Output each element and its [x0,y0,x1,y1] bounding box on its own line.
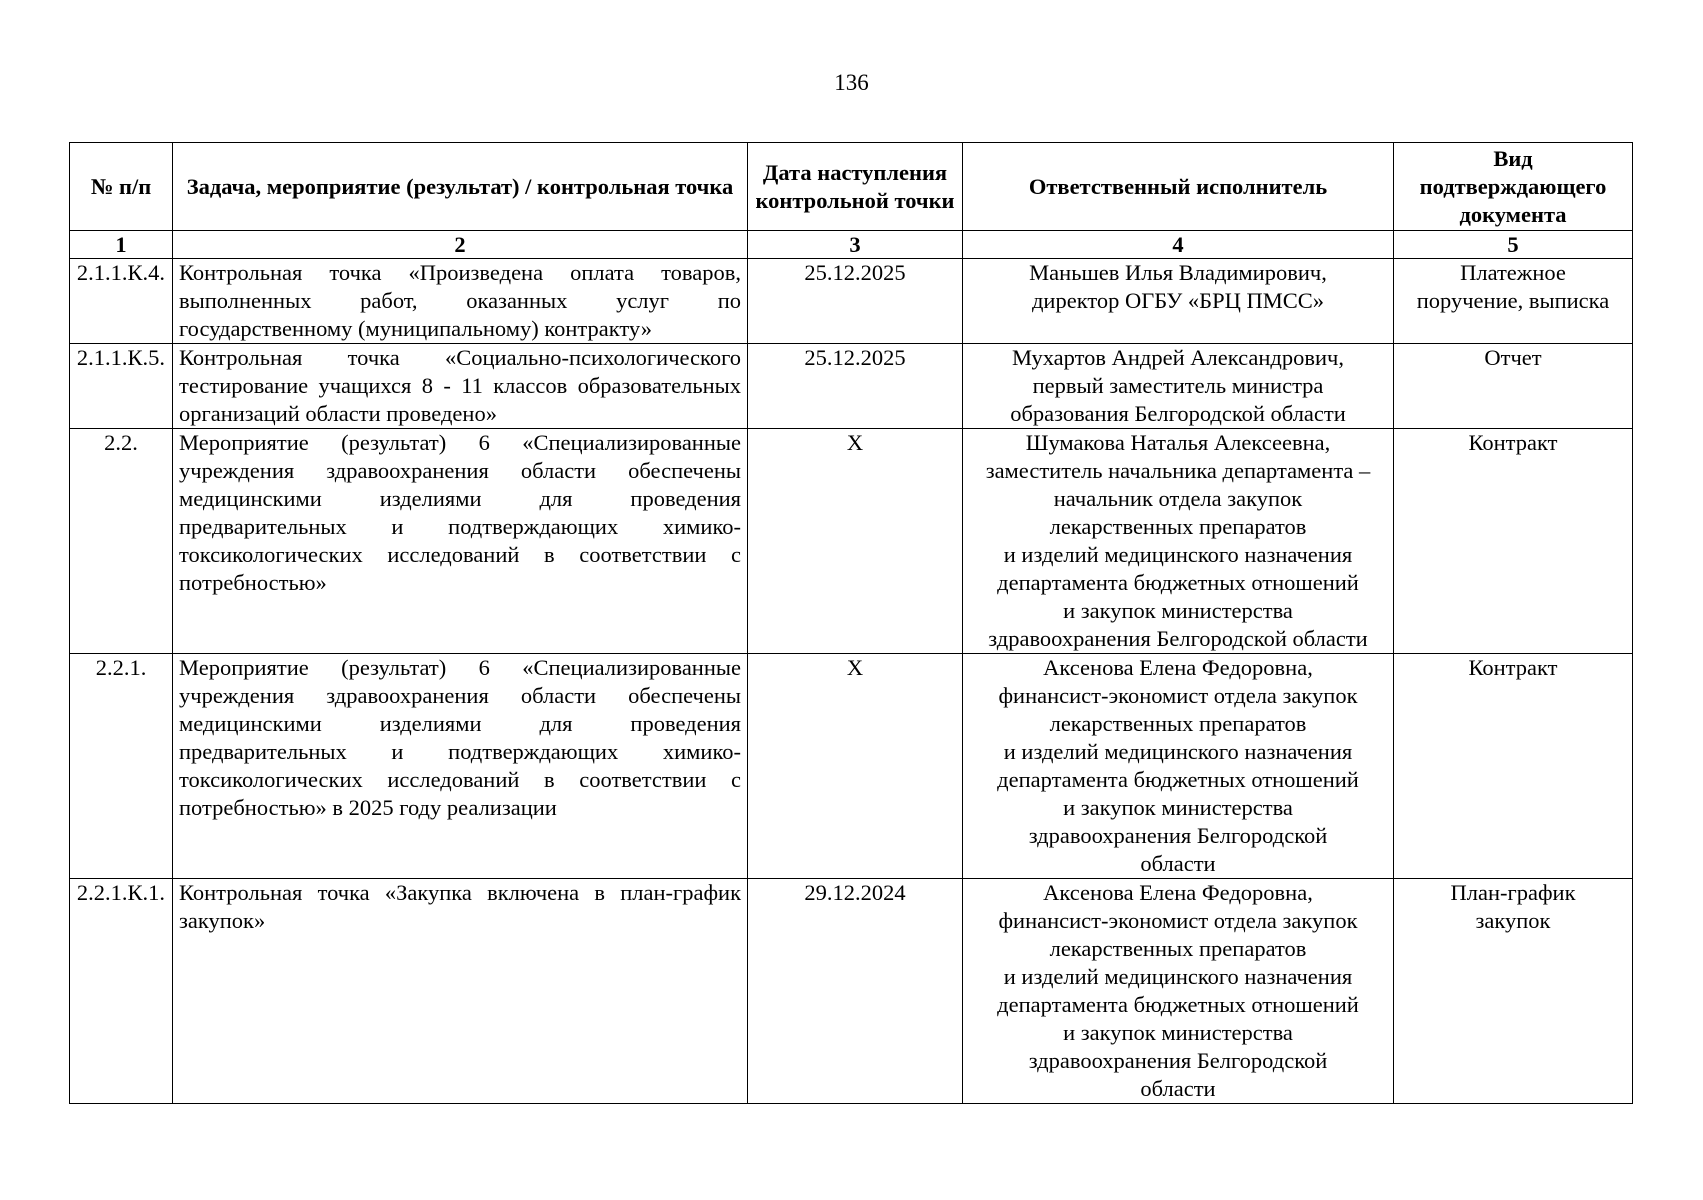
row-document: Контракт [1394,429,1633,654]
column-number-row [70,231,1633,259]
control-points-table [69,142,1633,1104]
column-number: 4 [963,231,1394,259]
row-responsible: Шумакова Наталья Алексеевна, заместитель начальника департамента – начальник отдела закупок лекарственных препаратов и изделий медицинского назначения департамента бюджетных отношений и закупок министерства здравоохранения Белгородской области [963,429,1394,654]
page-number: 136 [834,70,869,95]
header-num: № п/п [70,143,173,231]
row-date: 29.12.2024 [748,879,963,1104]
row-number: 2.1.1.К.4. [70,259,173,344]
row-task: Мероприятие (результат) 6 «Специализированные учреждения здравоохранения области обеспечены медицинскими изделиями для проведения предварительных и подтверждающих химико-токсикологических исследований в соответствии с потребностью» [173,429,748,654]
row-responsible: Мухартов Андрей Александрович, первый заместитель министра образования Белгородской области [963,344,1394,429]
row-number: 2.2.1.К.1. [70,879,173,1104]
row-task: Контрольная точка «Социально-психологического тестирование учащихся 8 - 11 классов образовательных организаций области проведено» [173,344,748,429]
row-date: 25.12.2025 [748,344,963,429]
header-document: Вид подтверждающего документа [1394,143,1633,231]
row-task: Контрольная точка «Произведена оплата товаров, выполненных работ, оказанных услуг по государственному (муниципальному) контракту» [173,259,748,344]
column-number: 5 [1394,231,1633,259]
row-document: План-график закупок [1394,879,1633,1104]
column-number: 3 [748,231,963,259]
row-number: 2.1.1.К.5. [70,344,173,429]
table-row [70,344,1633,429]
table-row [70,654,1633,879]
header-task: Задача, мероприятие (результат) / контрольная точка [173,143,748,231]
row-responsible: Аксенова Елена Федоровна, финансист-экономист отдела закупок лекарственных препаратов и изделий медицинского назначения департамента бюджетных отношений и закупок министерства здравоохранения Белгородской области [963,654,1394,879]
row-document: Отчет [1394,344,1633,429]
header-responsible: Ответственный исполнитель [963,143,1394,231]
table-row [70,429,1633,654]
row-task: Контрольная точка «Закупка включена в план-график закупок» [173,879,748,1104]
column-number: 2 [173,231,748,259]
table-row [70,879,1633,1104]
table-row [70,259,1633,344]
row-date: Х [748,654,963,879]
row-number: 2.2. [70,429,173,654]
row-document: Контракт [1394,654,1633,879]
row-responsible: Маньшев Илья Владимирович, директор ОГБУ «БРЦ ПМСС» [963,259,1394,344]
table-header-row [70,143,1633,231]
row-date: 25.12.2025 [748,259,963,344]
row-responsible: Аксенова Елена Федоровна, финансист-экономист отдела закупок лекарственных препаратов и изделий медицинского назначения департамента бюджетных отношений и закупок министерства здравоохранения Белгородской области [963,879,1394,1104]
column-number: 1 [70,231,173,259]
row-date: Х [748,429,963,654]
header-date: Дата наступления контрольной точки [748,143,963,231]
row-task: Мероприятие (результат) 6 «Специализированные учреждения здравоохранения области обеспечены медицинскими изделиями для проведения предварительных и подтверждающих химико-токсикологических исследований в соответствии с потребностью» в 2025 году реализации [173,654,748,879]
row-document: Платежное поручение, выписка [1394,259,1633,344]
row-number: 2.2.1. [70,654,173,879]
